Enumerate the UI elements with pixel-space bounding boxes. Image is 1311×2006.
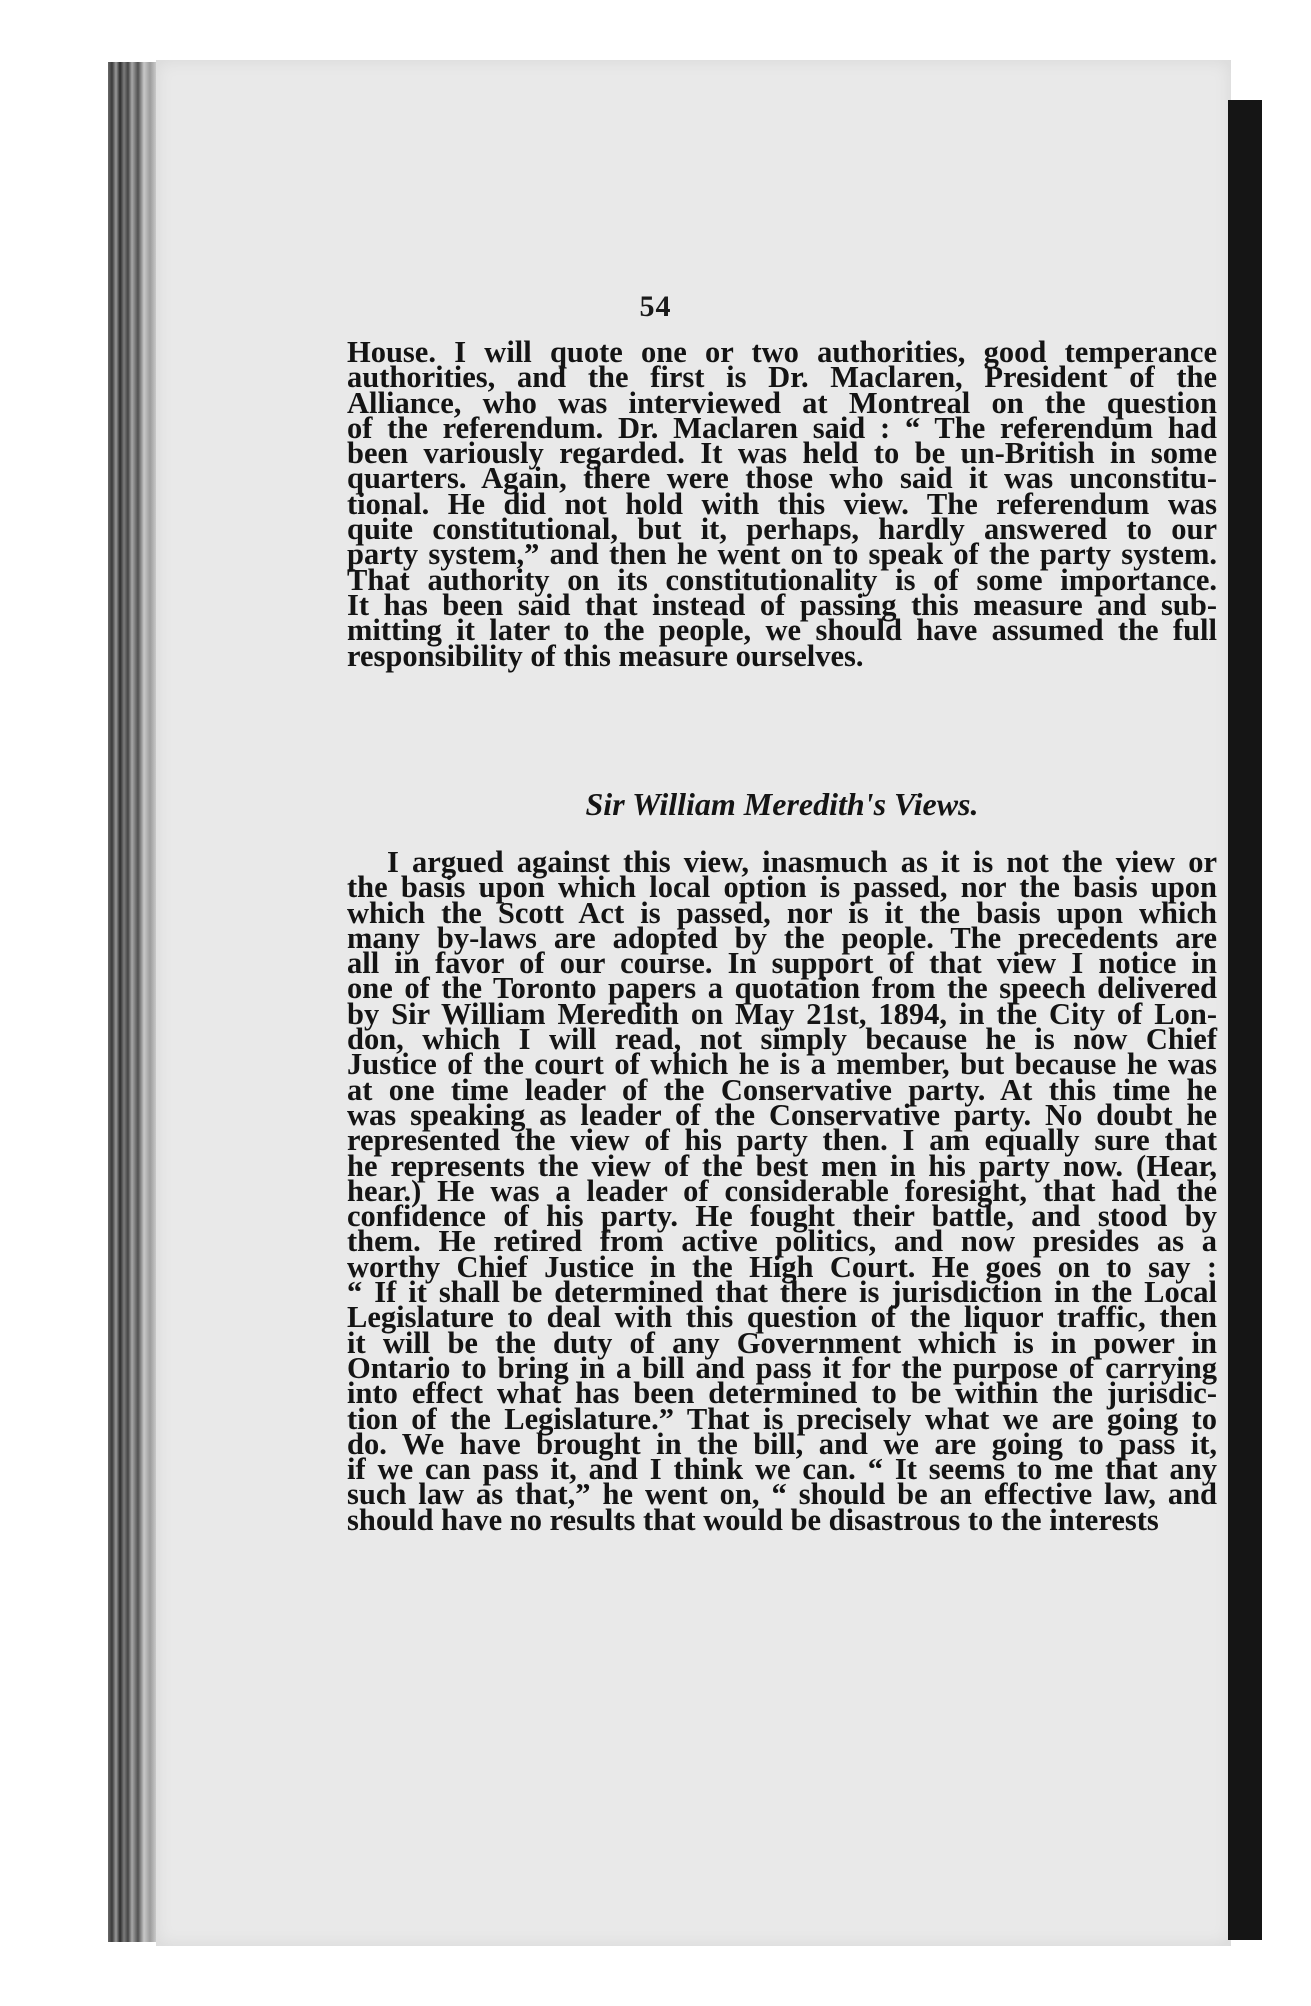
book-spine-edge [108, 62, 158, 1942]
text-line: tion of the Legislature.” That is precisely what we are going to [347, 1401, 1217, 1436]
text-line: by Sir William Meredith on May 21st, 1894, in the City of Lon- [347, 996, 1217, 1031]
text-line: quite constitutional, but it, perhaps, hardly answered to our [347, 512, 1217, 547]
text-line: been variously regarded. It was held to be un-British in some [347, 436, 1217, 471]
text-line: Alliance, who was interviewed at Montreal on the question [347, 385, 1217, 420]
text-line: into effect what has been determined to be within the jurisdic- [347, 1376, 1217, 1411]
paragraph-1 [347, 335, 1217, 673]
text-line: one of the Toronto papers a quotation from the speech delivered [347, 971, 1217, 1006]
text-line: Legislature to deal with this question of the liquor traffic, then [347, 1300, 1217, 1335]
text-line: confidence of his party. He fought their battle, and stood by [347, 1199, 1217, 1234]
text-line: “ If it shall be determined that there is jurisdiction in the Local [347, 1275, 1217, 1310]
text-line: don, which I will read, not simply because he is now Chief [347, 1022, 1217, 1057]
text-line: I argued against this view, inasmuch as it is not the view or [387, 845, 1217, 879]
text-line: of the referendum. Dr. Maclaren said : “ The referendum had [347, 410, 1217, 445]
text-line: hear.) He was a leader of considerable foresight, that had the [347, 1173, 1217, 1208]
text-line: represented the view of his party then. I am equally sure that [347, 1123, 1217, 1158]
text-line: it will be the duty of any Government which is in power in [347, 1325, 1217, 1360]
text-line: Ontario to bring in a bill and pass it for the purpose of carrying [347, 1350, 1217, 1385]
text-line: mitting it later to the people, we should have assumed the full [347, 613, 1217, 648]
page-right-edge [1228, 100, 1262, 1940]
text-line: quarters. Again, there were those who said it was unconstitu- [347, 461, 1217, 496]
text-line: if we can pass it, and I think we can. “ It seems to me that any [347, 1452, 1217, 1487]
text-line: should have no results that would be disastrous to the interests [347, 1502, 1159, 1537]
text-line: party system,” and then he went on to speak of the party system. [347, 537, 1217, 572]
text-line: which the Scott Act is passed, nor is it the basis upon which [347, 895, 1217, 930]
text-line: worthy Chief Justice in the High Court. He goes on to say : [347, 1249, 1217, 1284]
text-line: at one time leader of the Conservative party. At this time he [347, 1072, 1217, 1107]
section-heading: Sir William Meredith's Views. [585, 786, 979, 822]
text-line: he represents the view of the best men in his party now. (Hear, [347, 1148, 1217, 1183]
text-line: them. He retired from active politics, and now presides as a [347, 1224, 1217, 1259]
text-line: all in favor of our course. In support of that view I notice in [347, 946, 1217, 981]
text-line: That authority on its constitutionality is of some importance. [347, 562, 1217, 597]
paragraph-2 [347, 845, 1217, 1537]
text-line: do. We have brought in the bill, and we are going to pass it, [347, 1426, 1217, 1461]
text-line: Justice of the court of which he is a member, but because he was [347, 1047, 1217, 1082]
text-line: tional. He did not hold with this view. The referendum was [347, 486, 1217, 521]
text-line: It has been said that instead of passing this measure and sub- [347, 587, 1217, 622]
text-line: many by-laws are adopted by the people. The precedents are [347, 920, 1217, 955]
text-line: responsibility of this measure ourselves. [347, 638, 864, 673]
text-line: such law as that,” he went on, “ should be an effective law, and [347, 1477, 1217, 1512]
text-line: authorities, and the first is Dr. Maclaren, President of the [347, 360, 1217, 395]
text-line: the basis upon which local option is passed, nor the basis upon [347, 870, 1217, 905]
text-line: House. I will quote one or two authorities, good temperance [347, 335, 1217, 369]
page-number: 54 [639, 290, 672, 323]
right-margin [1262, 100, 1311, 1940]
text-line: was speaking as leader of the Conservative party. No doubt he [347, 1097, 1217, 1132]
